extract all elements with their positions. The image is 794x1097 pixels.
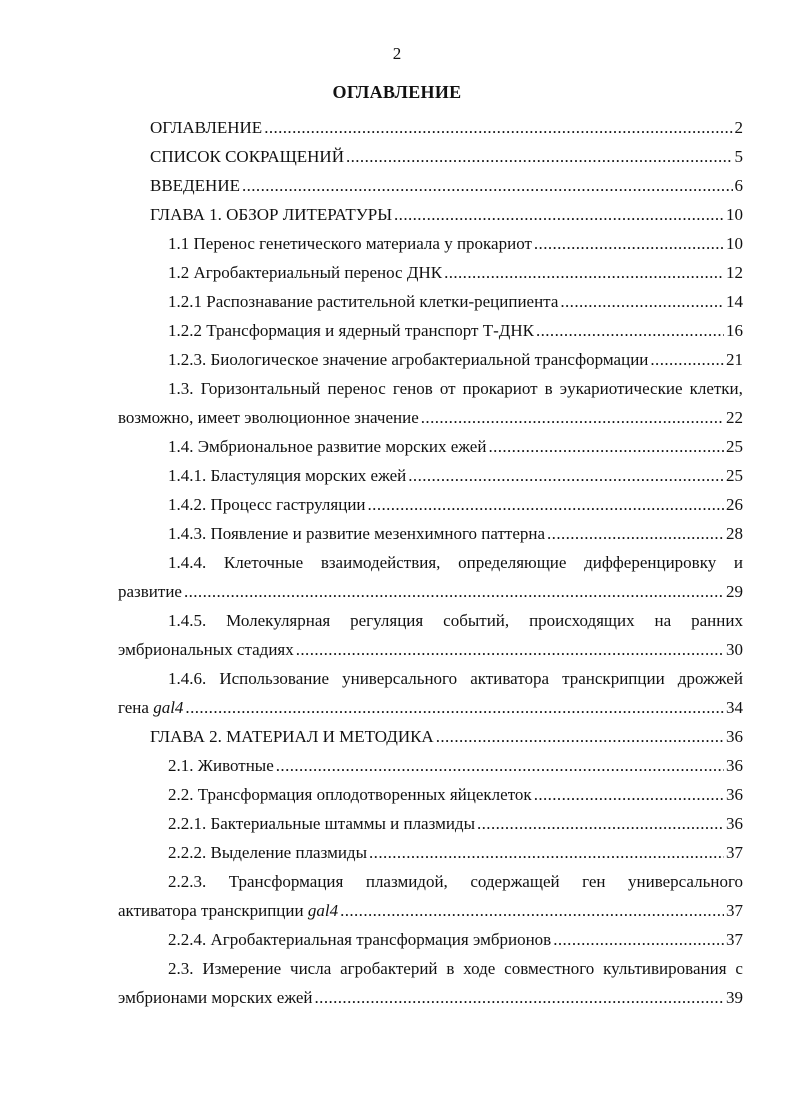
toc-entry-first-line <box>118 954 743 983</box>
dot-leader <box>296 635 724 664</box>
toc-entry[interactable] <box>118 780 743 809</box>
toc-entry-word: Молекулярная <box>226 611 331 630</box>
toc-entry[interactable] <box>118 490 743 519</box>
toc-entry-first-line <box>118 548 743 577</box>
toc-page-number: 25 <box>726 466 743 485</box>
toc-entry-word: в <box>544 379 553 398</box>
toc-entry-label <box>168 258 442 287</box>
toc-entry[interactable] <box>118 171 743 200</box>
toc-entry-word: и <box>733 553 743 572</box>
toc-page-number: 21 <box>726 350 743 369</box>
dot-leader <box>488 432 724 461</box>
toc-page-number: 16 <box>726 321 743 340</box>
toc-entry[interactable] <box>118 722 743 751</box>
dot-leader <box>650 345 724 374</box>
toc-entry-word: 1.4.6. <box>168 669 207 688</box>
toc-page-number: 36 <box>726 785 743 804</box>
toc-entry-label <box>168 432 486 461</box>
toc-entry[interactable] <box>118 229 743 258</box>
toc-entry-word: Трансформация <box>228 872 344 891</box>
toc-entry[interactable] <box>118 345 743 374</box>
toc-entry-word: клетки, <box>689 379 743 398</box>
toc-entry-label <box>118 693 183 722</box>
toc-entry-word: дрожжей <box>677 669 743 688</box>
toc-page-number: 34 <box>726 698 743 717</box>
toc-entry[interactable] <box>118 606 743 664</box>
toc-entry-label <box>150 142 344 171</box>
toc-entry-word: универсального <box>628 872 743 891</box>
dot-leader <box>264 113 732 142</box>
toc-entry-word: активатора <box>470 669 549 688</box>
toc-entry-word: 2.3. <box>168 959 194 978</box>
toc-entry-word: Горизонтальный <box>200 379 321 398</box>
toc-entry-label-text: эмбриональных стадиях <box>118 640 294 659</box>
toc-entry-label <box>168 287 558 316</box>
toc-entry[interactable] <box>118 838 743 867</box>
toc-entry[interactable] <box>118 461 743 490</box>
toc-entry-label-text: 1.4. Эмбриональное развитие морских ежей <box>168 437 487 456</box>
toc-entry[interactable] <box>118 809 743 838</box>
toc-entry-word: в <box>446 959 455 978</box>
page-number: 2 <box>392 44 402 63</box>
dot-leader <box>408 461 724 490</box>
toc-entry-label <box>168 780 532 809</box>
toc-entry-word: 1.4.4. <box>168 553 207 572</box>
dot-leader <box>444 258 724 287</box>
toc-entry-label <box>168 490 366 519</box>
toc-entry-label <box>168 809 475 838</box>
toc-entry-first-line <box>118 664 743 693</box>
toc-entry-label-text: 1.2.3. Биологическое значение агробактериальной трансформации <box>168 350 649 369</box>
toc-entry-label <box>150 722 434 751</box>
toc-entry-word: перенос <box>327 379 386 398</box>
toc-page-number: 28 <box>726 524 743 543</box>
toc-entry[interactable] <box>118 258 743 287</box>
toc-entry-word: транскрипции <box>562 669 665 688</box>
toc-entry-word: агробактерий <box>340 959 438 978</box>
toc-entry-label <box>168 461 406 490</box>
toc-entry-label-text: 1.4.1. Бластуляция морских ежей <box>168 466 407 485</box>
toc-entry-word: определяющие <box>458 553 567 572</box>
toc-entry-label-text: ГЛАВА 2. МАТЕРИАЛ И МЕТОДИКА <box>150 727 434 746</box>
toc-entry[interactable] <box>118 316 743 345</box>
toc-entry-label <box>150 200 392 229</box>
toc-entry-label-text: 1.2.2 Трансформация и ядерный транспорт Т-ДНК <box>168 321 534 340</box>
dot-leader <box>184 577 724 606</box>
dot-leader <box>553 925 724 954</box>
toc-entry-label <box>168 345 648 374</box>
toc-entry[interactable] <box>118 954 743 1012</box>
toc-entry-label <box>118 635 294 664</box>
toc-entry-word: Измерение <box>202 959 282 978</box>
gene-name: gal4 <box>307 901 339 920</box>
dot-leader <box>436 722 724 751</box>
dot-leader <box>276 751 724 780</box>
toc-page-number: 36 <box>726 727 743 746</box>
toc-page-number: 22 <box>726 408 743 427</box>
toc-entry-word: числа <box>290 959 332 978</box>
toc-entry-label-text: 1.2 Агробактериальный перенос ДНК <box>168 263 443 282</box>
toc-entry-word: прокариот <box>462 379 538 398</box>
toc-entry-label-text: ГЛАВА 1. ОБЗОР ЛИТЕРАТУРЫ <box>150 205 393 224</box>
toc-page-number: 2 <box>734 118 743 137</box>
toc-page-number: 25 <box>726 437 743 456</box>
toc-page-number: 39 <box>726 988 743 1007</box>
toc-entry[interactable] <box>118 867 743 925</box>
dot-leader <box>534 229 724 258</box>
toc-entry[interactable] <box>118 519 743 548</box>
dot-leader <box>242 171 733 200</box>
toc-page-number: 10 <box>726 205 743 224</box>
toc-entry-word: ген <box>582 872 606 891</box>
toc-entry-word: универсального <box>342 669 458 688</box>
toc-entry[interactable] <box>118 142 743 171</box>
toc-entry[interactable] <box>118 374 743 432</box>
toc-page-number: 14 <box>726 292 743 311</box>
toc-entry-word: ранних <box>691 611 743 630</box>
dot-leader <box>536 316 724 345</box>
dot-leader <box>369 838 724 867</box>
toc-entry-label-text: 1.4.3. Появление и развитие мезенхимного паттерна <box>168 524 546 543</box>
dot-leader <box>421 403 724 432</box>
toc-entry-label <box>118 577 182 606</box>
toc-entry-label-text: развитие <box>118 582 182 601</box>
toc-entry[interactable] <box>118 200 743 229</box>
toc-entry-label <box>150 113 262 142</box>
dot-leader <box>315 983 724 1012</box>
toc-entry-label <box>168 751 274 780</box>
toc-entry-word: на <box>654 611 672 630</box>
toc-entry-label-text: 2.2.2. Выделение плазмиды <box>168 843 368 862</box>
toc-page-number: 37 <box>726 930 743 949</box>
toc-entry-label-text: 1.4.2. Процесс гаструляции <box>168 495 366 514</box>
toc-entry-label-text: гена <box>118 698 154 717</box>
toc-entry[interactable] <box>118 751 743 780</box>
toc-entry-label <box>168 838 367 867</box>
toc-page-number: 29 <box>726 582 743 601</box>
toc-entry-label-text: ОГЛАВЛЕНИЕ <box>150 118 263 137</box>
toc-page-number: 30 <box>726 640 743 659</box>
dot-leader <box>346 142 733 171</box>
toc-entry-word: 1.3. <box>168 379 194 398</box>
toc-entry-label <box>168 925 551 954</box>
toc-entry-label <box>118 983 313 1012</box>
toc-entry-label-text: 1.1 Перенос генетического материала у прокариот <box>168 234 532 253</box>
toc-entry-label-text: 2.2.4. Агробактериальная трансформация эмбрионов <box>168 930 552 949</box>
toc-entry[interactable] <box>118 432 743 461</box>
toc-entry-word: от <box>439 379 456 398</box>
toc-entry-word: с <box>735 959 743 978</box>
toc-entry-label-text: 2.1. Животные <box>168 756 274 775</box>
toc-page-number: 10 <box>726 234 743 253</box>
toc-page-number: 36 <box>726 814 743 833</box>
dot-leader <box>368 490 724 519</box>
toc-entry[interactable] <box>118 113 743 142</box>
dot-leader <box>534 780 724 809</box>
toc-entry-word: содержащей <box>470 872 560 891</box>
toc-entry-label-text: возможно, имеет эволюционное значение <box>118 408 419 427</box>
toc-entry-word: ходе <box>463 959 496 978</box>
toc-entry-label-text: ВВЕДЕНИЕ <box>150 176 240 195</box>
toc-entry[interactable] <box>118 664 743 722</box>
toc-entry-word: событий, <box>443 611 510 630</box>
toc-entry-label-text: активатора транскрипции <box>118 901 308 920</box>
toc-entry-label-text: 1.2.1 Распознавание растительной клетки-реципиента <box>168 292 559 311</box>
toc-entry-word: Клеточные <box>223 553 304 572</box>
toc-entry-label <box>168 316 534 345</box>
toc-entry-first-line <box>118 867 743 896</box>
gene-name: gal4 <box>153 698 184 717</box>
toc-entry-word: культивирования <box>603 959 727 978</box>
toc-entry-label <box>118 896 338 925</box>
toc-entry-label <box>150 171 240 200</box>
dot-leader <box>340 896 724 925</box>
dot-leader <box>547 519 724 548</box>
toc-entry-word: регуляция <box>350 611 424 630</box>
dot-leader <box>560 287 724 316</box>
toc-page-number: 37 <box>726 901 743 920</box>
dot-leader <box>394 200 724 229</box>
toc-page-number: 37 <box>726 843 743 862</box>
toc-entry-word: генов <box>392 379 433 398</box>
toc-entry-label-text: эмбрионами морских ежей <box>118 988 313 1007</box>
toc-entry-word: Использование <box>219 669 329 688</box>
toc-page-number: 26 <box>726 495 743 514</box>
toc-entry-word: 1.4.5. <box>168 611 207 630</box>
toc-page-number: 36 <box>726 756 743 775</box>
toc-entry-word: 2.2.3. <box>168 872 207 891</box>
toc-entry-first-line <box>118 606 743 635</box>
toc-entry-label <box>118 403 419 432</box>
toc-entry-label-text: 2.2.1. Бактериальные штаммы и плазмиды <box>168 814 475 833</box>
dot-leader <box>477 809 724 838</box>
toc-entry-word: эукариотические <box>559 379 683 398</box>
toc-entry-label <box>168 229 532 258</box>
toc-entry[interactable] <box>118 548 743 606</box>
toc-entry[interactable] <box>118 925 743 954</box>
dot-leader <box>185 693 724 722</box>
page-title: ОГЛАВЛЕНИЕ <box>332 82 462 102</box>
toc-entry[interactable] <box>118 287 743 316</box>
toc-entry-word: происходящих <box>529 611 635 630</box>
toc-page-number: 6 <box>734 176 743 195</box>
toc-entry-word: дифференцировку <box>584 553 717 572</box>
toc-entry-label-text: СПИСОК СОКРАЩЕНИЙ <box>150 147 344 166</box>
toc-page-number: 5 <box>734 147 743 166</box>
toc-entry-label <box>168 519 545 548</box>
toc-page-number: 12 <box>726 263 743 282</box>
toc-entry-word: совместного <box>504 959 595 978</box>
toc-entry-word: плазмидой, <box>365 872 448 891</box>
toc-entry-label-text: 2.2. Трансформация оплодотворенных яйцеклеток <box>168 785 532 804</box>
toc-entry-first-line <box>118 374 743 403</box>
toc-entry-word: взаимодействия, <box>320 553 441 572</box>
